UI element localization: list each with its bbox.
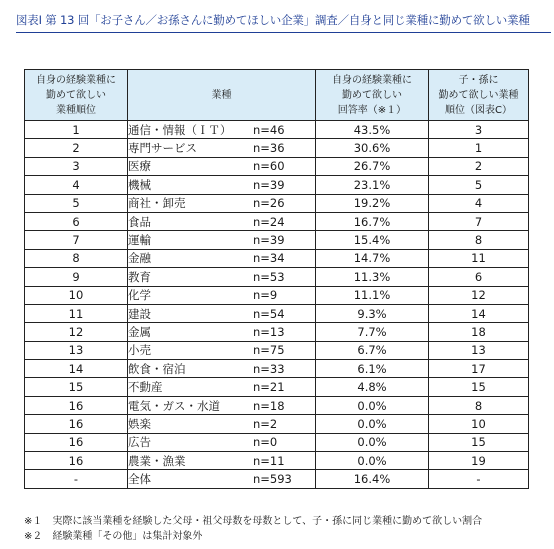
sample-size: n=26 [253, 196, 285, 211]
child-rank-cell: 19 [429, 452, 529, 470]
rank-cell: 9 [25, 268, 128, 286]
rank-cell: 1 [25, 121, 128, 139]
rate-cell: 0.0% [316, 396, 429, 414]
industry-cell [128, 396, 316, 414]
sample-size: n=39 [253, 233, 285, 248]
child-rank-cell: 15 [429, 433, 529, 451]
child-rank-cell: 17 [429, 360, 529, 378]
industry-cell [128, 452, 316, 470]
industry-name: 機械 [128, 177, 151, 192]
sample-size: n=33 [253, 361, 285, 376]
header-industry: 業種 [128, 70, 316, 121]
title-underline [16, 32, 551, 33]
table-row [25, 360, 529, 378]
industry-name: 専門サービス [128, 141, 197, 156]
table-row [25, 415, 529, 433]
rate-cell: 0.0% [316, 452, 429, 470]
sample-size: n=0 [253, 435, 278, 450]
rate-cell: 26.7% [316, 157, 429, 175]
industry-cell [128, 304, 316, 322]
child-rank-cell: 10 [429, 415, 529, 433]
industry-cell [128, 212, 316, 230]
rank-cell: 15 [25, 378, 128, 396]
rate-cell: 19.2% [316, 194, 429, 212]
rate-cell: 4.8% [316, 378, 429, 396]
industry-ranking-table [24, 69, 529, 489]
table-row [25, 396, 529, 414]
industry-cell [128, 194, 316, 212]
footnote-1: ※１ 実際に該当業種を経験した父母・祖父母数を母数として、子・孫に同じ業種に勤めて欲しい割合 [24, 516, 483, 527]
rate-cell: 23.1% [316, 176, 429, 194]
rate-cell: 9.3% [316, 304, 429, 322]
child-rank-cell: 13 [429, 341, 529, 359]
header-rate: 自身の経験業種に 勤めて欲しい 回答率（※１） [316, 70, 429, 121]
rate-cell: 6.7% [316, 341, 429, 359]
table-row [25, 139, 529, 157]
rank-cell: 13 [25, 341, 128, 359]
industry-name: 電気・ガス・水道 [128, 398, 220, 413]
table-body [25, 121, 529, 489]
industry-name: 農業・漁業 [128, 453, 186, 468]
industry-name: 医療 [128, 159, 151, 174]
rate-cell: 7.7% [316, 323, 429, 341]
rank-cell: 2 [25, 139, 128, 157]
industry-name: 化学 [128, 288, 151, 303]
child-rank-cell: 4 [429, 194, 529, 212]
industry-name: 金属 [128, 324, 151, 339]
table-row [25, 268, 529, 286]
table-row [25, 452, 529, 470]
child-rank-cell: 3 [429, 121, 529, 139]
table-row [25, 212, 529, 230]
child-rank-cell: 2 [429, 157, 529, 175]
rank-cell: - [25, 470, 128, 488]
rank-cell: 16 [25, 452, 128, 470]
industry-name: 建設 [128, 306, 151, 321]
industry-name: 不動産 [128, 380, 163, 395]
table-row [25, 194, 529, 212]
sample-size: n=46 [253, 122, 285, 137]
child-rank-cell: 6 [429, 268, 529, 286]
industry-cell [128, 176, 316, 194]
sample-size: n=24 [253, 214, 285, 229]
sample-size: n=54 [253, 306, 285, 321]
rate-cell: 6.1% [316, 360, 429, 378]
rate-cell: 16.4% [316, 470, 429, 488]
child-rank-cell: 1 [429, 139, 529, 157]
header-rank: 自身の経験業種に 勤めて欲しい 業種順位 [25, 70, 128, 121]
sample-size: n=21 [253, 380, 285, 395]
industry-cell [128, 157, 316, 175]
rate-cell: 15.4% [316, 231, 429, 249]
industry-name: 通信・情報（ＩＴ） [128, 122, 232, 137]
rank-cell: 16 [25, 415, 128, 433]
sample-size: n=53 [253, 269, 285, 284]
child-rank-cell: 7 [429, 212, 529, 230]
industry-name: 運輸 [128, 233, 151, 248]
rate-cell: 0.0% [316, 415, 429, 433]
footnote-2: ※２ 経験業種「その他」は集計対象外 [24, 531, 203, 542]
rank-cell: 12 [25, 323, 128, 341]
table-row [25, 249, 529, 267]
footnotes [24, 514, 482, 544]
industry-cell [128, 378, 316, 396]
child-rank-cell: - [429, 470, 529, 488]
header-child-rank: 子・孫に 勤めて欲しい業種 順位（図表C） [429, 70, 529, 121]
table-row [25, 157, 529, 175]
sample-size: n=34 [253, 251, 285, 266]
rate-cell: 11.3% [316, 268, 429, 286]
rate-cell: 43.5% [316, 121, 429, 139]
table-row [25, 341, 529, 359]
child-rank-cell: 18 [429, 323, 529, 341]
table-row [25, 378, 529, 396]
rank-cell: 16 [25, 396, 128, 414]
child-rank-cell: 15 [429, 378, 529, 396]
industry-cell [128, 231, 316, 249]
page-title: 図表Ⅰ 第 13 回「お子さん／お孫さんに勤めてほしい企業」調査／自身と同じ業種に勤めて欲しい業種 [16, 13, 530, 27]
industry-name: 金融 [128, 251, 151, 266]
child-rank-cell: 12 [429, 286, 529, 304]
table-row [25, 304, 529, 322]
sample-size: n=60 [253, 159, 285, 174]
rank-cell: 3 [25, 157, 128, 175]
table-row [25, 470, 529, 488]
child-rank-cell: 8 [429, 396, 529, 414]
industry-name: 小売 [128, 343, 151, 358]
industry-cell [128, 121, 316, 139]
industry-cell [128, 268, 316, 286]
sample-size: n=2 [253, 416, 278, 431]
child-rank-cell: 11 [429, 249, 529, 267]
industry-name: 飲食・宿泊 [128, 361, 186, 376]
sample-size: n=18 [253, 398, 285, 413]
industry-name: 食品 [128, 214, 151, 229]
rank-cell: 10 [25, 286, 128, 304]
rank-cell: 8 [25, 249, 128, 267]
industry-name: 全体 [128, 472, 151, 487]
industry-name: 商社・卸売 [128, 196, 186, 211]
sample-size: n=39 [253, 177, 285, 192]
industry-cell [128, 470, 316, 488]
table-row [25, 231, 529, 249]
sample-size: n=593 [253, 472, 292, 487]
rank-cell: 16 [25, 433, 128, 451]
table-header-row [25, 70, 529, 121]
rank-cell: 7 [25, 231, 128, 249]
child-rank-cell: 8 [429, 231, 529, 249]
sample-size: n=9 [253, 288, 278, 303]
sample-size: n=36 [253, 141, 285, 156]
industry-cell [128, 249, 316, 267]
rank-cell: 5 [25, 194, 128, 212]
table-row [25, 176, 529, 194]
industry-cell [128, 415, 316, 433]
industry-cell [128, 433, 316, 451]
industry-name: 広告 [128, 435, 151, 450]
rank-cell: 4 [25, 176, 128, 194]
industry-name: 娯楽 [128, 416, 151, 431]
rate-cell: 0.0% [316, 433, 429, 451]
rate-cell: 14.7% [316, 249, 429, 267]
sample-size: n=11 [253, 453, 285, 468]
rank-cell: 14 [25, 360, 128, 378]
industry-cell [128, 341, 316, 359]
rate-cell: 16.7% [316, 212, 429, 230]
table-row [25, 323, 529, 341]
table-row [25, 433, 529, 451]
industry-name: 教育 [128, 269, 151, 284]
rank-cell: 6 [25, 212, 128, 230]
industry-cell [128, 323, 316, 341]
industry-cell [128, 286, 316, 304]
child-rank-cell: 5 [429, 176, 529, 194]
table-row [25, 121, 529, 139]
table-row [25, 286, 529, 304]
child-rank-cell: 14 [429, 304, 529, 322]
rate-cell: 30.6% [316, 139, 429, 157]
rate-cell: 11.1% [316, 286, 429, 304]
industry-cell [128, 139, 316, 157]
sample-size: n=13 [253, 324, 285, 339]
sample-size: n=75 [253, 343, 285, 358]
industry-cell [128, 360, 316, 378]
rank-cell: 11 [25, 304, 128, 322]
